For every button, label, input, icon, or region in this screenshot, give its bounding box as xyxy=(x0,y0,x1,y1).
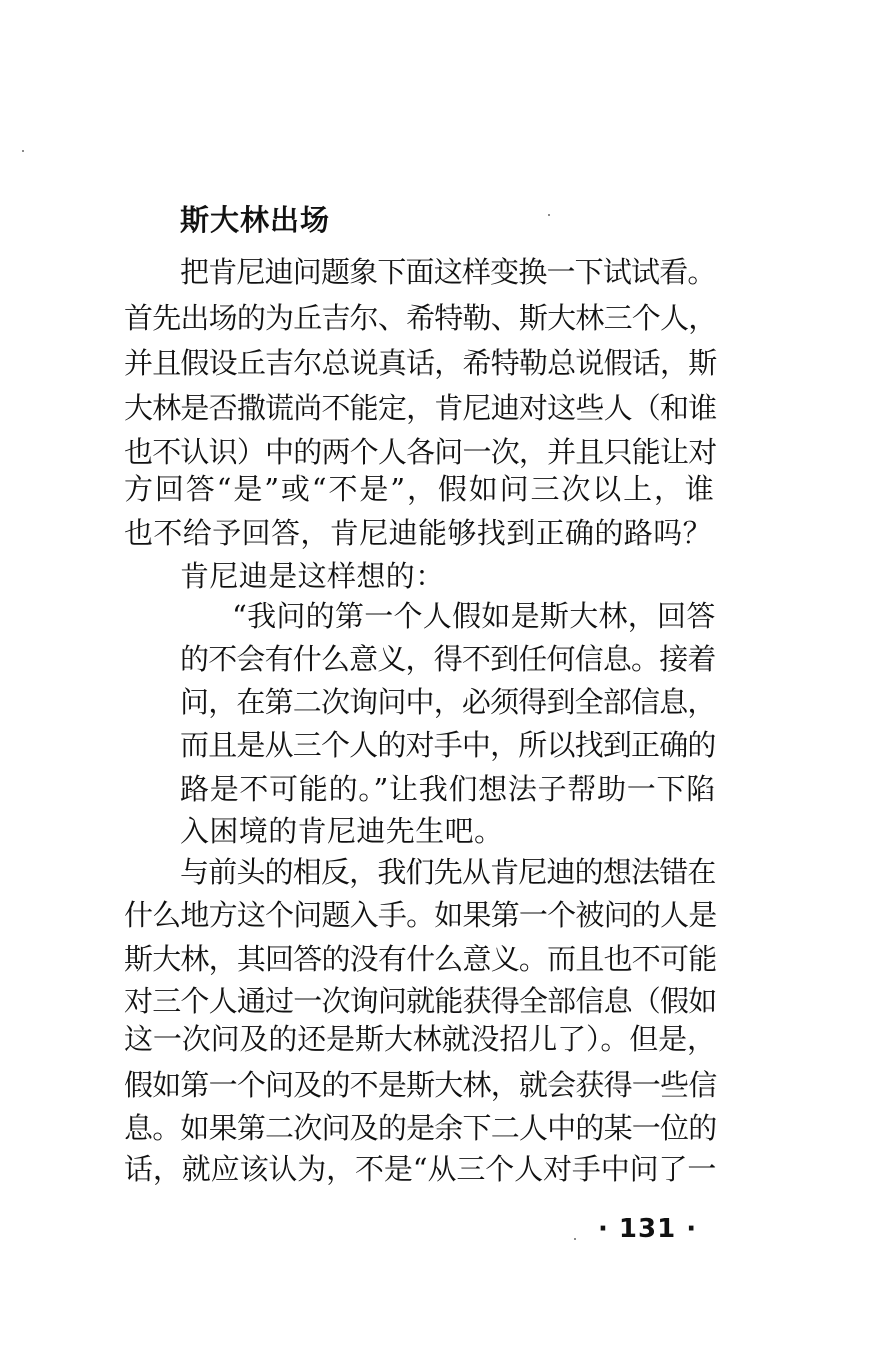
quote-line: 入困境的肯尼迪先生吧。 xyxy=(180,814,504,848)
text-line: 把肯尼迪问题象下面这样变换一下试试看。 xyxy=(180,255,716,289)
quote-line: 的不会有什么意义，得不到任何信息。接着 xyxy=(180,642,716,676)
text-line: 并且假设丘吉尔总说真话，希特勒总说假话，斯 xyxy=(124,346,717,380)
page-number: · 131 · xyxy=(598,1214,698,1244)
text-line: 话，就应该认为，不是“从三个人对手中问了一 xyxy=(124,1152,717,1186)
text-line: 肯尼迪是这样想的： xyxy=(180,559,445,593)
text-line: 大林是否撒谎尚不能定，肯尼迪对这些人（和谁 xyxy=(124,391,717,425)
scan-speck xyxy=(22,150,24,152)
text-line: 与前头的相反，我们先从肯尼迪的想法错在 xyxy=(180,855,716,889)
text-line: 假如第一个问及的不是斯大林，就会获得一些信 xyxy=(124,1068,717,1102)
text-line: 息。如果第二次问及的是余下二人中的某一位的 xyxy=(124,1111,717,1145)
section-heading: 斯大林出场 xyxy=(180,203,331,237)
quote-line: 路是不可能的。”让我们想法子帮助一下陷 xyxy=(180,772,716,806)
scan-speck xyxy=(574,1238,576,1240)
scan-speck xyxy=(548,214,550,216)
text-line: 对三个人通过一次询问就能获得全部信息（假如 xyxy=(124,984,717,1018)
quote-line: 问，在第二次询问中，必须得到全部信息， xyxy=(180,685,716,719)
text-line: 也不给予回答，肯尼迪能够找到正确的路吗？ xyxy=(124,516,713,550)
text-line: 斯大林，其回答的没有什么意义。而且也不可能 xyxy=(124,942,717,976)
quote-line: “我问的第一个人假如是斯大林，回答 xyxy=(232,599,716,633)
text-line: 也不认识）中的两个人各问一次，并且只能让对 xyxy=(124,435,717,469)
text-line: 首先出场的为丘吉尔、希特勒、斯大林三个人， xyxy=(124,301,717,335)
text-line: 这一次问及的还是斯大林就没招儿了）。但是， xyxy=(124,1022,716,1056)
text-line: 什么地方这个问题入手。如果第一个被问的人是 xyxy=(124,898,717,932)
text-line: 方回答“是”或“不是”，假如问三次以上，谁 xyxy=(124,472,716,506)
quote-line: 而且是从三个人的对手中，所以找到正确的 xyxy=(180,728,716,762)
